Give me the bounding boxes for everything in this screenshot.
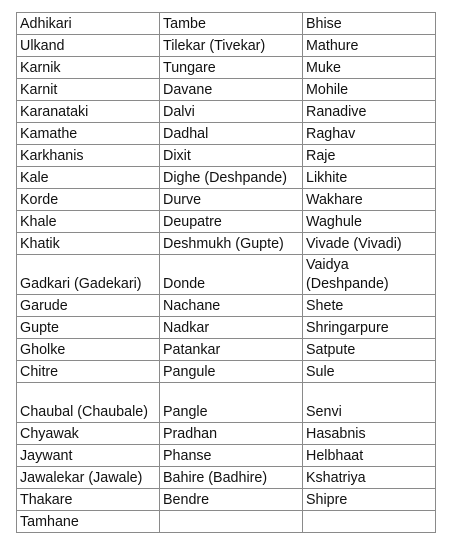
- table-cell: Adhikari: [17, 13, 160, 35]
- table-cell: Dighe (Deshpande): [160, 167, 303, 189]
- table-cell: Nachane: [160, 295, 303, 317]
- table-row: [17, 255, 436, 295]
- table-row: [17, 211, 436, 233]
- table-cell: Mathure: [303, 35, 436, 57]
- table-row: [17, 339, 436, 361]
- table-cell: Khale: [17, 211, 160, 233]
- table-row: [17, 489, 436, 511]
- table-cell: Durve: [160, 189, 303, 211]
- table-row: [17, 79, 436, 101]
- table-cell: Shete: [303, 295, 436, 317]
- table-cell: Tilekar (Tivekar): [160, 35, 303, 57]
- table-cell: Pradhan: [160, 423, 303, 445]
- table-row: [17, 13, 436, 35]
- table-row: [17, 361, 436, 383]
- table-row: [17, 123, 436, 145]
- table-row: [17, 467, 436, 489]
- table-cell: Vivade (Vivadi): [303, 233, 436, 255]
- table-cell: Karkhanis: [17, 145, 160, 167]
- table-cell: Nadkar: [160, 317, 303, 339]
- table-cell: Ulkand: [17, 35, 160, 57]
- table-cell: Hasabnis: [303, 423, 436, 445]
- table-cell: Khatik: [17, 233, 160, 255]
- table-cell: Gadkari (Gadekari): [17, 255, 160, 295]
- table-cell: Chyawak: [17, 423, 160, 445]
- table-cell: Waghule: [303, 211, 436, 233]
- table-cell: Tamhane: [17, 511, 160, 533]
- table-cell: Sule: [303, 361, 436, 383]
- table-cell: Dalvi: [160, 101, 303, 123]
- table-cell: Chaubal (Chaubale): [17, 383, 160, 423]
- table-cell: Wakhare: [303, 189, 436, 211]
- table-row: [17, 101, 436, 123]
- table-cell: Raghav: [303, 123, 436, 145]
- table-cell: Tambe: [160, 13, 303, 35]
- table-cell: Chitre: [17, 361, 160, 383]
- table-cell: Karanataki: [17, 101, 160, 123]
- table-cell: Bendre: [160, 489, 303, 511]
- table-cell: Pangule: [160, 361, 303, 383]
- table-row: [17, 167, 436, 189]
- table-cell: Bahire (Badhire): [160, 467, 303, 489]
- table-cell: Mohile: [303, 79, 436, 101]
- table-row: [17, 445, 436, 467]
- table-row: [17, 145, 436, 167]
- table-row: [17, 35, 436, 57]
- surname-table-body: [17, 13, 436, 533]
- table-cell: Bhise: [303, 13, 436, 35]
- table-cell: Deupatre: [160, 211, 303, 233]
- surname-table: [16, 12, 436, 533]
- table-cell: Pangle: [160, 383, 303, 423]
- table-cell: Davane: [160, 79, 303, 101]
- table-cell: Gholke: [17, 339, 160, 361]
- table-cell: Patankar: [160, 339, 303, 361]
- table-row: [17, 57, 436, 79]
- table-cell: Karnik: [17, 57, 160, 79]
- table-cell: Senvi: [303, 383, 436, 423]
- table-cell: Shringarpure: [303, 317, 436, 339]
- table-cell: Korde: [17, 189, 160, 211]
- table-cell: Garude: [17, 295, 160, 317]
- table-cell: Vaidya (Deshpande): [303, 255, 436, 295]
- table-cell: Kale: [17, 167, 160, 189]
- table-row: [17, 233, 436, 255]
- table-cell: Raje: [303, 145, 436, 167]
- table-cell: Dadhal: [160, 123, 303, 145]
- table-cell: Karnit: [17, 79, 160, 101]
- table-cell: Jawalekar (Jawale): [17, 467, 160, 489]
- table-cell: Donde: [160, 255, 303, 295]
- table-row: [17, 383, 436, 423]
- table-cell: Dixit: [160, 145, 303, 167]
- table-row: [17, 295, 436, 317]
- table-cell: Deshmukh (Gupte): [160, 233, 303, 255]
- table-cell: Kshatriya: [303, 467, 436, 489]
- table-cell: Jaywant: [17, 445, 160, 467]
- table-cell: Helbhaat: [303, 445, 436, 467]
- table-cell: Shipre: [303, 489, 436, 511]
- table-row: [17, 423, 436, 445]
- table-row: [17, 317, 436, 339]
- table-cell: Phanse: [160, 445, 303, 467]
- table-cell: Muke: [303, 57, 436, 79]
- table-cell: Tungare: [160, 57, 303, 79]
- table-cell: Ranadive: [303, 101, 436, 123]
- table-cell: Satpute: [303, 339, 436, 361]
- table-row: [17, 189, 436, 211]
- table-cell: Thakare: [17, 489, 160, 511]
- table-cell: Kamathe: [17, 123, 160, 145]
- table-cell: Gupte: [17, 317, 160, 339]
- table-cell: Likhite: [303, 167, 436, 189]
